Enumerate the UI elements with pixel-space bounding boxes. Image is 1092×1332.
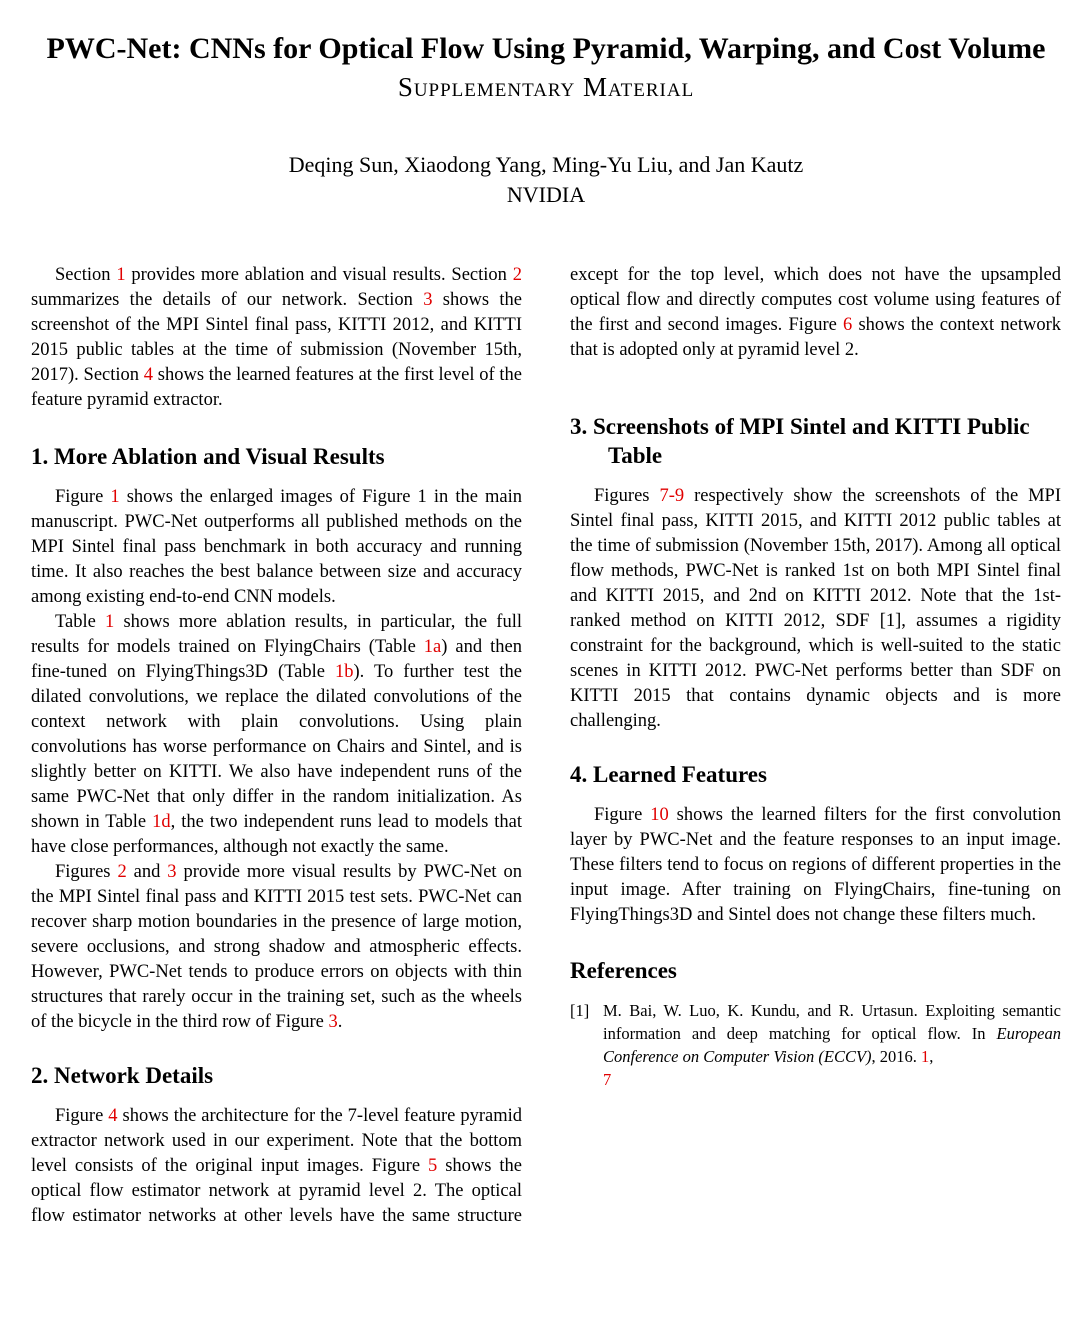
section-link[interactable]: 4 <box>143 365 154 385</box>
author-list: Deqing Sun, Xiaodong Yang, Ming-Yu Liu, and Jan Kautz <box>288 152 804 177</box>
backref-link[interactable]: 7 <box>603 1070 612 1089</box>
section-heading-4: 4. Learned Features <box>570 762 767 787</box>
sec2-paragraph-1: Figure 4 shows the architecture for the 7-level feature pyramid extractor network used in our experiment. Note that the bottom level consists of the original input images. Figure 5 shows the optical flow estimator network at pyramid level 2. The optical flow estimator networks at other levels have the same structure <box>31 1106 522 1226</box>
paper-subtitle: Supplementary Material <box>397 72 695 102</box>
right-column <box>570 263 1061 1091</box>
sec1-paragraph-1: Figure 1 shows the enlarged images of Figure 1 in the main manuscript. PWC-Net outperforms all published methods on the MPI Sintel final pass benchmark in both accuracy and running time. It also reaches the best balance between size and accuracy among existing end-to-end CNN models. <box>31 487 522 607</box>
reference-item: [1] M. Bai, W. Luo, K. Kundu, and R. Urtasun. Exploiting semantic information and deep matching for optical flow. In European Conference on Computer Vision (ECCV), 2016. 1, 7 <box>570 1001 1061 1089</box>
figure-link[interactable]: 4 <box>108 1106 118 1126</box>
section-heading-2: 2. Network Details <box>31 1063 214 1088</box>
table-link[interactable]: 1a <box>423 637 442 657</box>
section-heading-1: 1. More Ablation and Visual Results <box>31 444 385 469</box>
sec4-paragraph-1: Figure 10 shows the learned filters for the first convolution layer by PWC-Net and the feature responses to an input image. These filters tend to focus on regions of different properties in the input image. After training on FlyingChairs, fine-tuning on FlyingThings3D and Sintel does not change these filters much. <box>570 805 1061 925</box>
figure-link[interactable]: 1 <box>110 487 120 507</box>
table-link[interactable]: 1b <box>335 662 354 682</box>
sec2-paragraph-1-continued: except for the top level, which does not have the upsampled optical flow and directly computes cost volume using features of the first and second images. Figure 6 shows the context network that is adopted only at pyramid level 2. <box>570 265 1061 360</box>
left-column <box>31 263 522 1229</box>
section-link[interactable]: 3 <box>423 290 433 310</box>
figure-link[interactable]: 9 <box>674 486 685 506</box>
figure-link[interactable]: 3 <box>328 1012 338 1032</box>
sec3-paragraph-1: Figures 7-9 respectively show the screenshots of the MPI Sintel final pass, KITTI 2015, and KITTI 2012 public tables at the time of submission (November 15th, 2017). Among all optical flow methods, PWC-Net is ranked 1st on both MPI Sintel final and KITTI 2015, and 2nd on KITTI 2012. Note that the 1st-ranked method on KITTI 2012, SDF [1], assumes a rigidity constraint for the background, which is well-suited to the static scenes in KITTI 2012. PWC-Net performs better than SDF on KITTI 2015 that contains dynamic objects and is more challenging. <box>570 486 1061 731</box>
table-link[interactable]: 1 <box>105 612 115 632</box>
figure-link[interactable]: 10 <box>650 805 669 825</box>
references-heading: References <box>570 958 677 983</box>
table-link[interactable]: 1d <box>152 812 171 832</box>
backref-link[interactable]: 1 <box>921 1047 930 1066</box>
figure-link[interactable]: 3 <box>167 862 177 882</box>
section-link[interactable]: 1 <box>116 265 126 285</box>
intro-paragraph: Section 1 provides more ablation and visual results. Section 2 summarizes the details of our network. Section 3 shows the screenshot of the MPI Sintel final pass, KITTI 2012, and KITTI 2015 public tables at the time of submission (November 15th, 2017). Section 4 shows the learned features at the first level of the feature pyramid extractor. <box>31 265 522 410</box>
section-heading-3: 3. Screenshots of MPI Sintel and KITTI Public Table <box>570 414 1030 468</box>
figure-link[interactable]: 2 <box>117 862 127 882</box>
figure-link[interactable]: 7 <box>659 486 669 506</box>
sec1-paragraph-2: Table 1 shows more ablation results, in particular, the full results for models trained on FlyingChairs (Table 1a) and then fine-tuned on FlyingThings3D (Table 1b). To further test the dilated convolutions, we replace the dilated convolutions of the context network with plain convolutions. Using plain convolutions has worse performance on Chairs and Sintel, and is slightly better on KITTI. We also have independent runs of the same PWC-Net that only differ in the random initialization. As shown in Table 1d, the two independent runs lead to models that have close performances, although not exactly the same. <box>31 612 523 857</box>
section-link[interactable]: 2 <box>512 265 522 285</box>
figure-link[interactable]: 5 <box>428 1156 438 1176</box>
paper-title: PWC-Net: CNNs for Optical Flow Using Pyramid, Warping, and Cost Volume <box>46 32 1046 65</box>
sec1-paragraph-3: Figures 2 and 3 provide more visual results by PWC-Net on the MPI Sintel final pass and KITTI 2015 test sets. PWC-Net can recover sharp motion boundaries in the presence of large motion, severe occlusions, and strong shadow and atmospheric effects. However, PWC-Net tends to produce errors on objects with thin structures that rarely occur in the training set, such as the wheels of the bicycle in the third row of Figure 3. <box>31 862 522 1032</box>
reference-number: [1] <box>570 1001 590 1020</box>
affiliation: NVIDIA <box>506 182 586 207</box>
reference-list <box>570 999 1061 1091</box>
